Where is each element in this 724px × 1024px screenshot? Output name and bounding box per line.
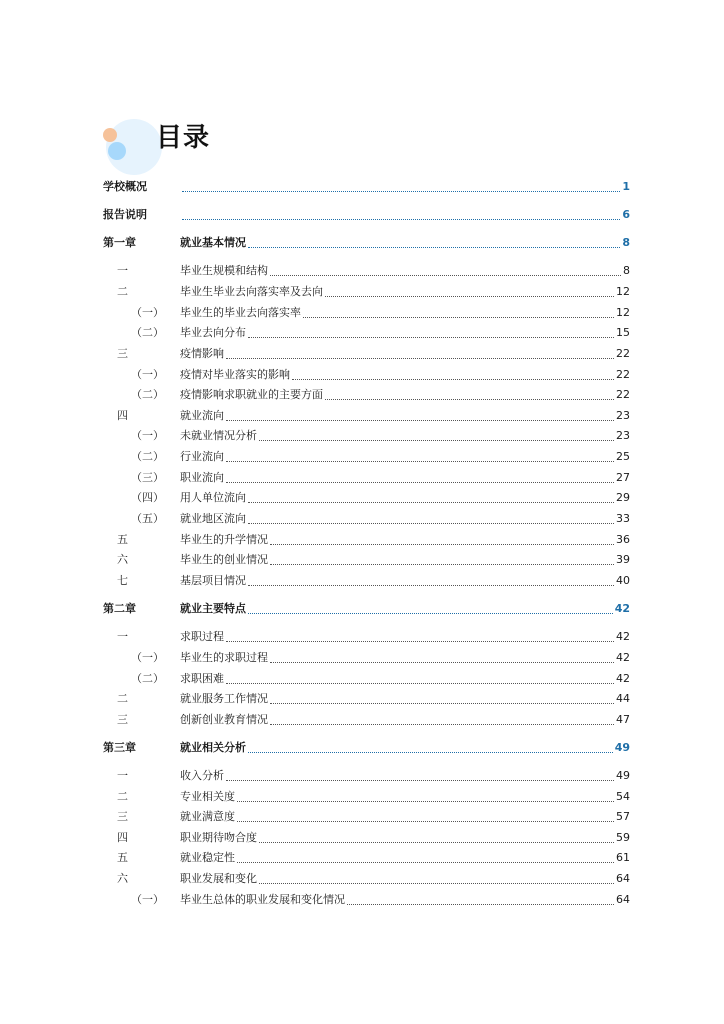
- toc-entry-label: 职业流向: [180, 471, 224, 484]
- toc-entry[interactable]: [103, 427, 630, 445]
- toc-entry-label: 疫情影响求职就业的主要方面: [180, 388, 323, 401]
- toc-leader-dots: [226, 460, 614, 462]
- toc-entry-label: 用人单位流向: [180, 491, 246, 504]
- toc-leader-dots: [270, 543, 614, 545]
- toc-entry-number: （五）: [131, 512, 164, 525]
- toc-entry[interactable]: [103, 407, 630, 425]
- toc-entry[interactable]: [103, 510, 630, 528]
- toc-entry-label: 收入分析: [180, 769, 224, 782]
- toc-page-number: 54: [616, 790, 630, 803]
- toc-leader-dots: [226, 419, 614, 421]
- toc-entry[interactable]: [103, 829, 630, 847]
- toc-entry-number: 三: [117, 347, 128, 360]
- toc-page-number: 59: [616, 831, 630, 844]
- toc-leader-dots: [270, 563, 614, 565]
- toc-page-number: 12: [616, 306, 630, 319]
- toc-entry[interactable]: [103, 448, 630, 466]
- toc-entry-label: 毕业生的求职过程: [180, 651, 268, 664]
- toc-entry-label: 职业期待吻合度: [180, 831, 257, 844]
- toc-entry-label: 就业基本情况: [180, 236, 246, 249]
- toc-leader-dots: [270, 661, 614, 663]
- toc-entry-label: 求职困难: [180, 672, 224, 685]
- toc-page-number: 23: [616, 429, 630, 442]
- toc-entry-number: （三）: [131, 471, 164, 484]
- toc-leader-dots: [248, 336, 614, 338]
- toc-title-area: [100, 112, 300, 182]
- toc-leader-dots: [226, 357, 614, 359]
- toc-entry-number: 五: [117, 851, 128, 864]
- toc-entry-number: （一）: [131, 893, 164, 906]
- toc-page-number: 42: [616, 630, 630, 643]
- toc-entry-label: 未就业情况分析: [180, 429, 257, 442]
- toc-entry-number: （二）: [131, 450, 164, 463]
- toc-leader-dots: [259, 882, 614, 884]
- toc-entry-label: 毕业去向分布: [180, 326, 246, 339]
- toc-page-number: 22: [616, 368, 630, 381]
- toc-entry-label: 就业地区流向: [180, 512, 246, 525]
- toc-entry-number: 报告说明: [103, 208, 147, 221]
- toc-leader-dots: [248, 522, 614, 524]
- toc-leader-dots: [270, 702, 614, 704]
- toc-leader-dots: [182, 190, 620, 192]
- toc-entry[interactable]: [103, 739, 630, 757]
- toc-entry[interactable]: [103, 366, 630, 384]
- toc-entry-label: 行业流向: [180, 450, 224, 463]
- toc-entry-label: 就业相关分析: [180, 741, 246, 754]
- toc-entry-label: 职业发展和变化: [180, 872, 257, 885]
- toc-entry[interactable]: [103, 649, 630, 667]
- toc-entry[interactable]: [103, 891, 630, 909]
- toc-entry-label: 毕业生规模和结构: [180, 264, 268, 277]
- toc-entry-label: 就业满意度: [180, 810, 235, 823]
- toc-entry-number: 七: [117, 574, 128, 587]
- toc-entry[interactable]: [103, 849, 630, 867]
- toc-page-number: 64: [616, 872, 630, 885]
- toc-page-number: 33: [616, 512, 630, 525]
- toc-entry[interactable]: [103, 531, 630, 549]
- toc-leader-dots: [248, 501, 614, 503]
- toc-page-number: 25: [616, 450, 630, 463]
- toc-leader-dots: [248, 246, 620, 248]
- toc-entry[interactable]: [103, 386, 630, 404]
- toc-entry-label: 毕业生的毕业去向落实率: [180, 306, 301, 319]
- toc-entry[interactable]: [103, 206, 630, 224]
- toc-entry[interactable]: [103, 767, 630, 785]
- toc-entry[interactable]: [103, 808, 630, 826]
- toc-page-number: 57: [616, 810, 630, 823]
- toc-page-number: 42: [616, 651, 630, 664]
- toc-leader-dots: [292, 378, 614, 380]
- toc-leader-dots: [325, 398, 614, 400]
- toc-leader-dots: [259, 841, 614, 843]
- toc-entry-label: 毕业生毕业去向落实率及去向: [180, 285, 323, 298]
- toc-entry-label: 毕业生的创业情况: [180, 553, 268, 566]
- toc-entry[interactable]: [103, 670, 630, 688]
- toc-page-number: 29: [616, 491, 630, 504]
- toc-entry[interactable]: [103, 469, 630, 487]
- toc-leader-dots: [259, 439, 614, 441]
- toc-leader-dots: [325, 295, 614, 297]
- toc-title: 目录: [156, 123, 211, 153]
- toc-leader-dots: [270, 274, 621, 276]
- toc-entry-number: （二）: [131, 672, 164, 685]
- toc-entry-number: （四）: [131, 491, 164, 504]
- toc-page-number: 39: [616, 553, 630, 566]
- toc-page-number: 15: [616, 326, 630, 339]
- toc-entry-number: （一）: [131, 429, 164, 442]
- toc-page-number: 1: [622, 180, 630, 193]
- toc-leader-dots: [237, 800, 614, 802]
- toc-entry[interactable]: [103, 600, 630, 618]
- toc-entry-label: 毕业生的升学情况: [180, 533, 268, 546]
- toc-entry[interactable]: [103, 262, 630, 280]
- toc-entry-label: 专业相关度: [180, 790, 235, 803]
- decor-circle-blue: [108, 142, 126, 160]
- toc-entry[interactable]: [103, 572, 630, 590]
- toc-entry[interactable]: [103, 870, 630, 888]
- toc-entry[interactable]: [103, 234, 630, 252]
- toc-page-number: 22: [616, 388, 630, 401]
- toc-entry-number: 第三章: [103, 741, 136, 754]
- toc-entry-number: 学校概况: [103, 180, 147, 193]
- toc-page-number: 44: [616, 692, 630, 705]
- toc-entry-number: 四: [117, 831, 128, 844]
- toc-entry-number: 二: [117, 285, 128, 298]
- toc-entry-label: 疫情影响: [180, 347, 224, 360]
- toc-page-number: 8: [623, 264, 630, 277]
- toc-entry-number: 六: [117, 553, 128, 566]
- toc-leader-dots: [237, 861, 614, 863]
- toc-entry-number: （二）: [131, 326, 164, 339]
- toc-entry[interactable]: [103, 345, 630, 363]
- toc-entry-number: 二: [117, 692, 128, 705]
- toc-entry[interactable]: [103, 489, 630, 507]
- toc-entry[interactable]: [103, 788, 630, 806]
- toc-entry-number: 一: [117, 264, 128, 277]
- toc-page-number: 23: [616, 409, 630, 422]
- toc-leader-dots: [270, 723, 614, 725]
- toc-page-number: 64: [616, 893, 630, 906]
- toc-page-number: 36: [616, 533, 630, 546]
- toc-entry[interactable]: [103, 304, 630, 322]
- toc-leader-dots: [182, 218, 620, 220]
- toc-page-number: 49: [616, 769, 630, 782]
- toc-entry-number: （一）: [131, 306, 164, 319]
- toc-leader-dots: [303, 316, 614, 318]
- toc-entry-number: 三: [117, 713, 128, 726]
- toc-page-number: 27: [616, 471, 630, 484]
- toc-page-number: 42: [614, 602, 630, 615]
- toc-entry[interactable]: [103, 690, 630, 708]
- toc-page-number: 12: [616, 285, 630, 298]
- toc-entry-number: 二: [117, 790, 128, 803]
- toc-page-number: 47: [616, 713, 630, 726]
- toc-entry-label: 就业流向: [180, 409, 224, 422]
- toc-entry-label: 就业服务工作情况: [180, 692, 268, 705]
- toc-entry[interactable]: [103, 178, 630, 196]
- toc-leader-dots: [226, 779, 614, 781]
- toc-leader-dots: [226, 640, 614, 642]
- decor-circle-orange: [103, 128, 117, 142]
- toc-leader-dots: [347, 903, 614, 905]
- toc-page-number: 8: [622, 236, 630, 249]
- toc-page-number: 22: [616, 347, 630, 360]
- toc-entry-label: 基层项目情况: [180, 574, 246, 587]
- toc-page-number: 49: [614, 741, 630, 754]
- toc-entry-number: 四: [117, 409, 128, 422]
- toc-entry-label: 求职过程: [180, 630, 224, 643]
- toc-page-number: 40: [616, 574, 630, 587]
- toc-entry-number: （二）: [131, 388, 164, 401]
- toc-entry-number: 三: [117, 810, 128, 823]
- toc-leader-dots: [226, 682, 614, 684]
- toc-entry-number: 一: [117, 769, 128, 782]
- toc-entry-label: 就业稳定性: [180, 851, 235, 864]
- toc-entry-number: （一）: [131, 651, 164, 664]
- toc-entry-number: 五: [117, 533, 128, 546]
- toc-entry[interactable]: [103, 283, 630, 301]
- toc-entry-number: （一）: [131, 368, 164, 381]
- toc-leader-dots: [248, 584, 614, 586]
- toc-entry-label: 疫情对毕业落实的影响: [180, 368, 290, 381]
- toc-leader-dots: [237, 820, 614, 822]
- toc-page-number: 42: [616, 672, 630, 685]
- toc-entry-label: 就业主要特点: [180, 602, 246, 615]
- toc-entry-label: 创新创业教育情况: [180, 713, 268, 726]
- toc-page-number: 6: [622, 208, 630, 221]
- toc-entry-number: 第二章: [103, 602, 136, 615]
- toc-entry-number: 第一章: [103, 236, 136, 249]
- toc-entry[interactable]: [103, 628, 630, 646]
- toc-leader-dots: [248, 612, 613, 614]
- toc-leader-dots: [248, 751, 613, 753]
- toc-entry[interactable]: [103, 324, 630, 342]
- toc-entry-number: 六: [117, 872, 128, 885]
- toc-entry[interactable]: [103, 711, 630, 729]
- toc-page-number: 61: [616, 851, 630, 864]
- toc-entry[interactable]: [103, 551, 630, 569]
- toc-leader-dots: [226, 481, 614, 483]
- toc-entry-label: 毕业生总体的职业发展和变化情况: [180, 893, 345, 906]
- toc-entry-number: 一: [117, 630, 128, 643]
